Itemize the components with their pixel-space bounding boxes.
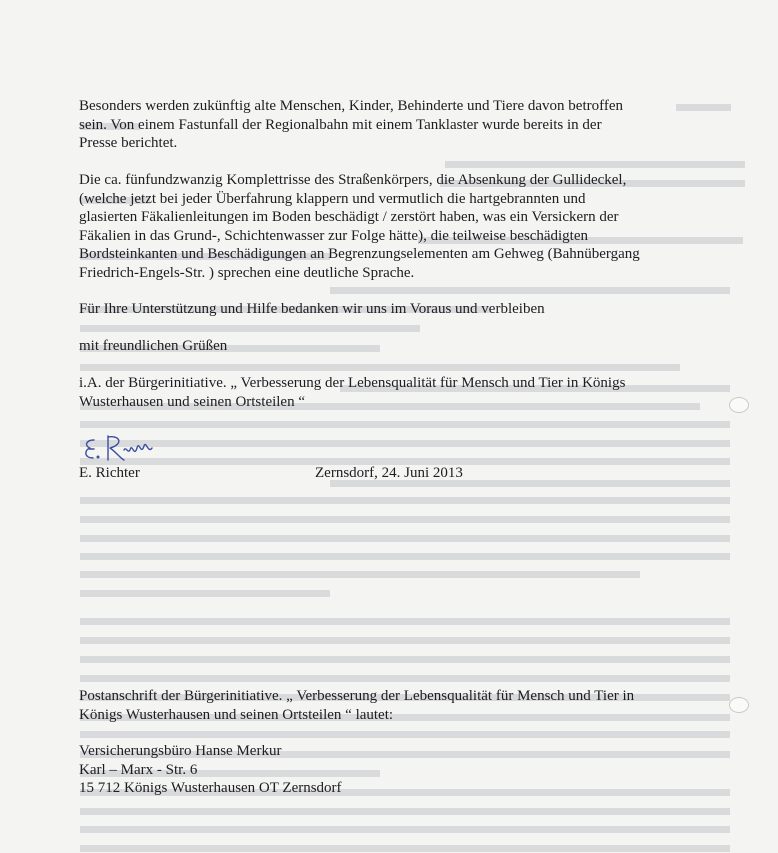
postal-address-intro	[79, 687, 739, 724]
address-line: Karl – Marx - Str. 6	[79, 761, 198, 778]
text-line: (welche jetzt bei jeder Überfahrung klappern und vermutlich die hartgebrannten und	[79, 190, 586, 207]
address-line: Versicherungsbüro Hanse Merkur	[79, 743, 282, 759]
closing-greeting	[79, 337, 739, 356]
place-date: Zernsdorf, 24. Juni 2013	[315, 465, 463, 481]
address-line: 15 712 Königs Wusterhausen OT Zernsdorf	[79, 780, 342, 796]
signature-line	[79, 464, 739, 483]
text-line: Postanschrift der Bürgerinitiative. „ Verbesserung der Lebensqualität für Mensch und Tier in	[79, 688, 635, 704]
text-line: Presse berichtet.	[79, 135, 178, 151]
text-line: Königs Wusterhausen und seinen Ortsteilen “ lautet:	[79, 706, 394, 723]
handwritten-signature	[80, 430, 170, 466]
text-line: mit freundlichen Grüßen	[79, 338, 228, 354]
paragraph-thanks	[79, 300, 739, 319]
text-line: Fäkalien in das Grund-, Schichtenwasser zur Folge hätte), die teilweise beschädigten	[79, 227, 589, 244]
text-line: Besonders werden zukünftig alte Menschen, Kinder, Behinderte und Tiere davon betroffen	[79, 98, 623, 114]
text-line: glasierten Fäkalienleitungen im Boden beschädigt / zerstört haben, was ein Versickern der	[79, 209, 619, 225]
signer-name: E. Richter	[79, 465, 140, 481]
postal-address	[79, 742, 739, 798]
text-line: i.A. der Bürgerinitiative. „ Verbesserung der Lebensqualität für Mensch und Tier in Königs	[79, 375, 626, 391]
text-line: sein. Von einem Fastunfall der Regionalbahn mit einem Tanklaster wurde bereits in der	[79, 116, 602, 133]
text-line: Friedrich-Engels-Str. ) sprechen eine deutliche Sprache.	[79, 264, 415, 281]
sender-initiative	[79, 374, 739, 411]
text-line: Bordsteinkanten und Beschädigungen an Begrenzungselementen am Gehweg (Bahnübergang	[79, 246, 640, 262]
text-line: Wusterhausen und seinen Ortsteilen “	[79, 393, 305, 410]
text-line: Für Ihre Unterstützung und Hilfe bedanken wir uns im Voraus und verbleiben	[79, 301, 545, 317]
paragraph-damages	[79, 171, 739, 282]
text-line: Die ca. fünfundzwanzig Komplettrisse des Straßenkörpers, die Absenkung der Gullideckel,	[79, 172, 627, 188]
paragraph-risks	[79, 97, 739, 153]
